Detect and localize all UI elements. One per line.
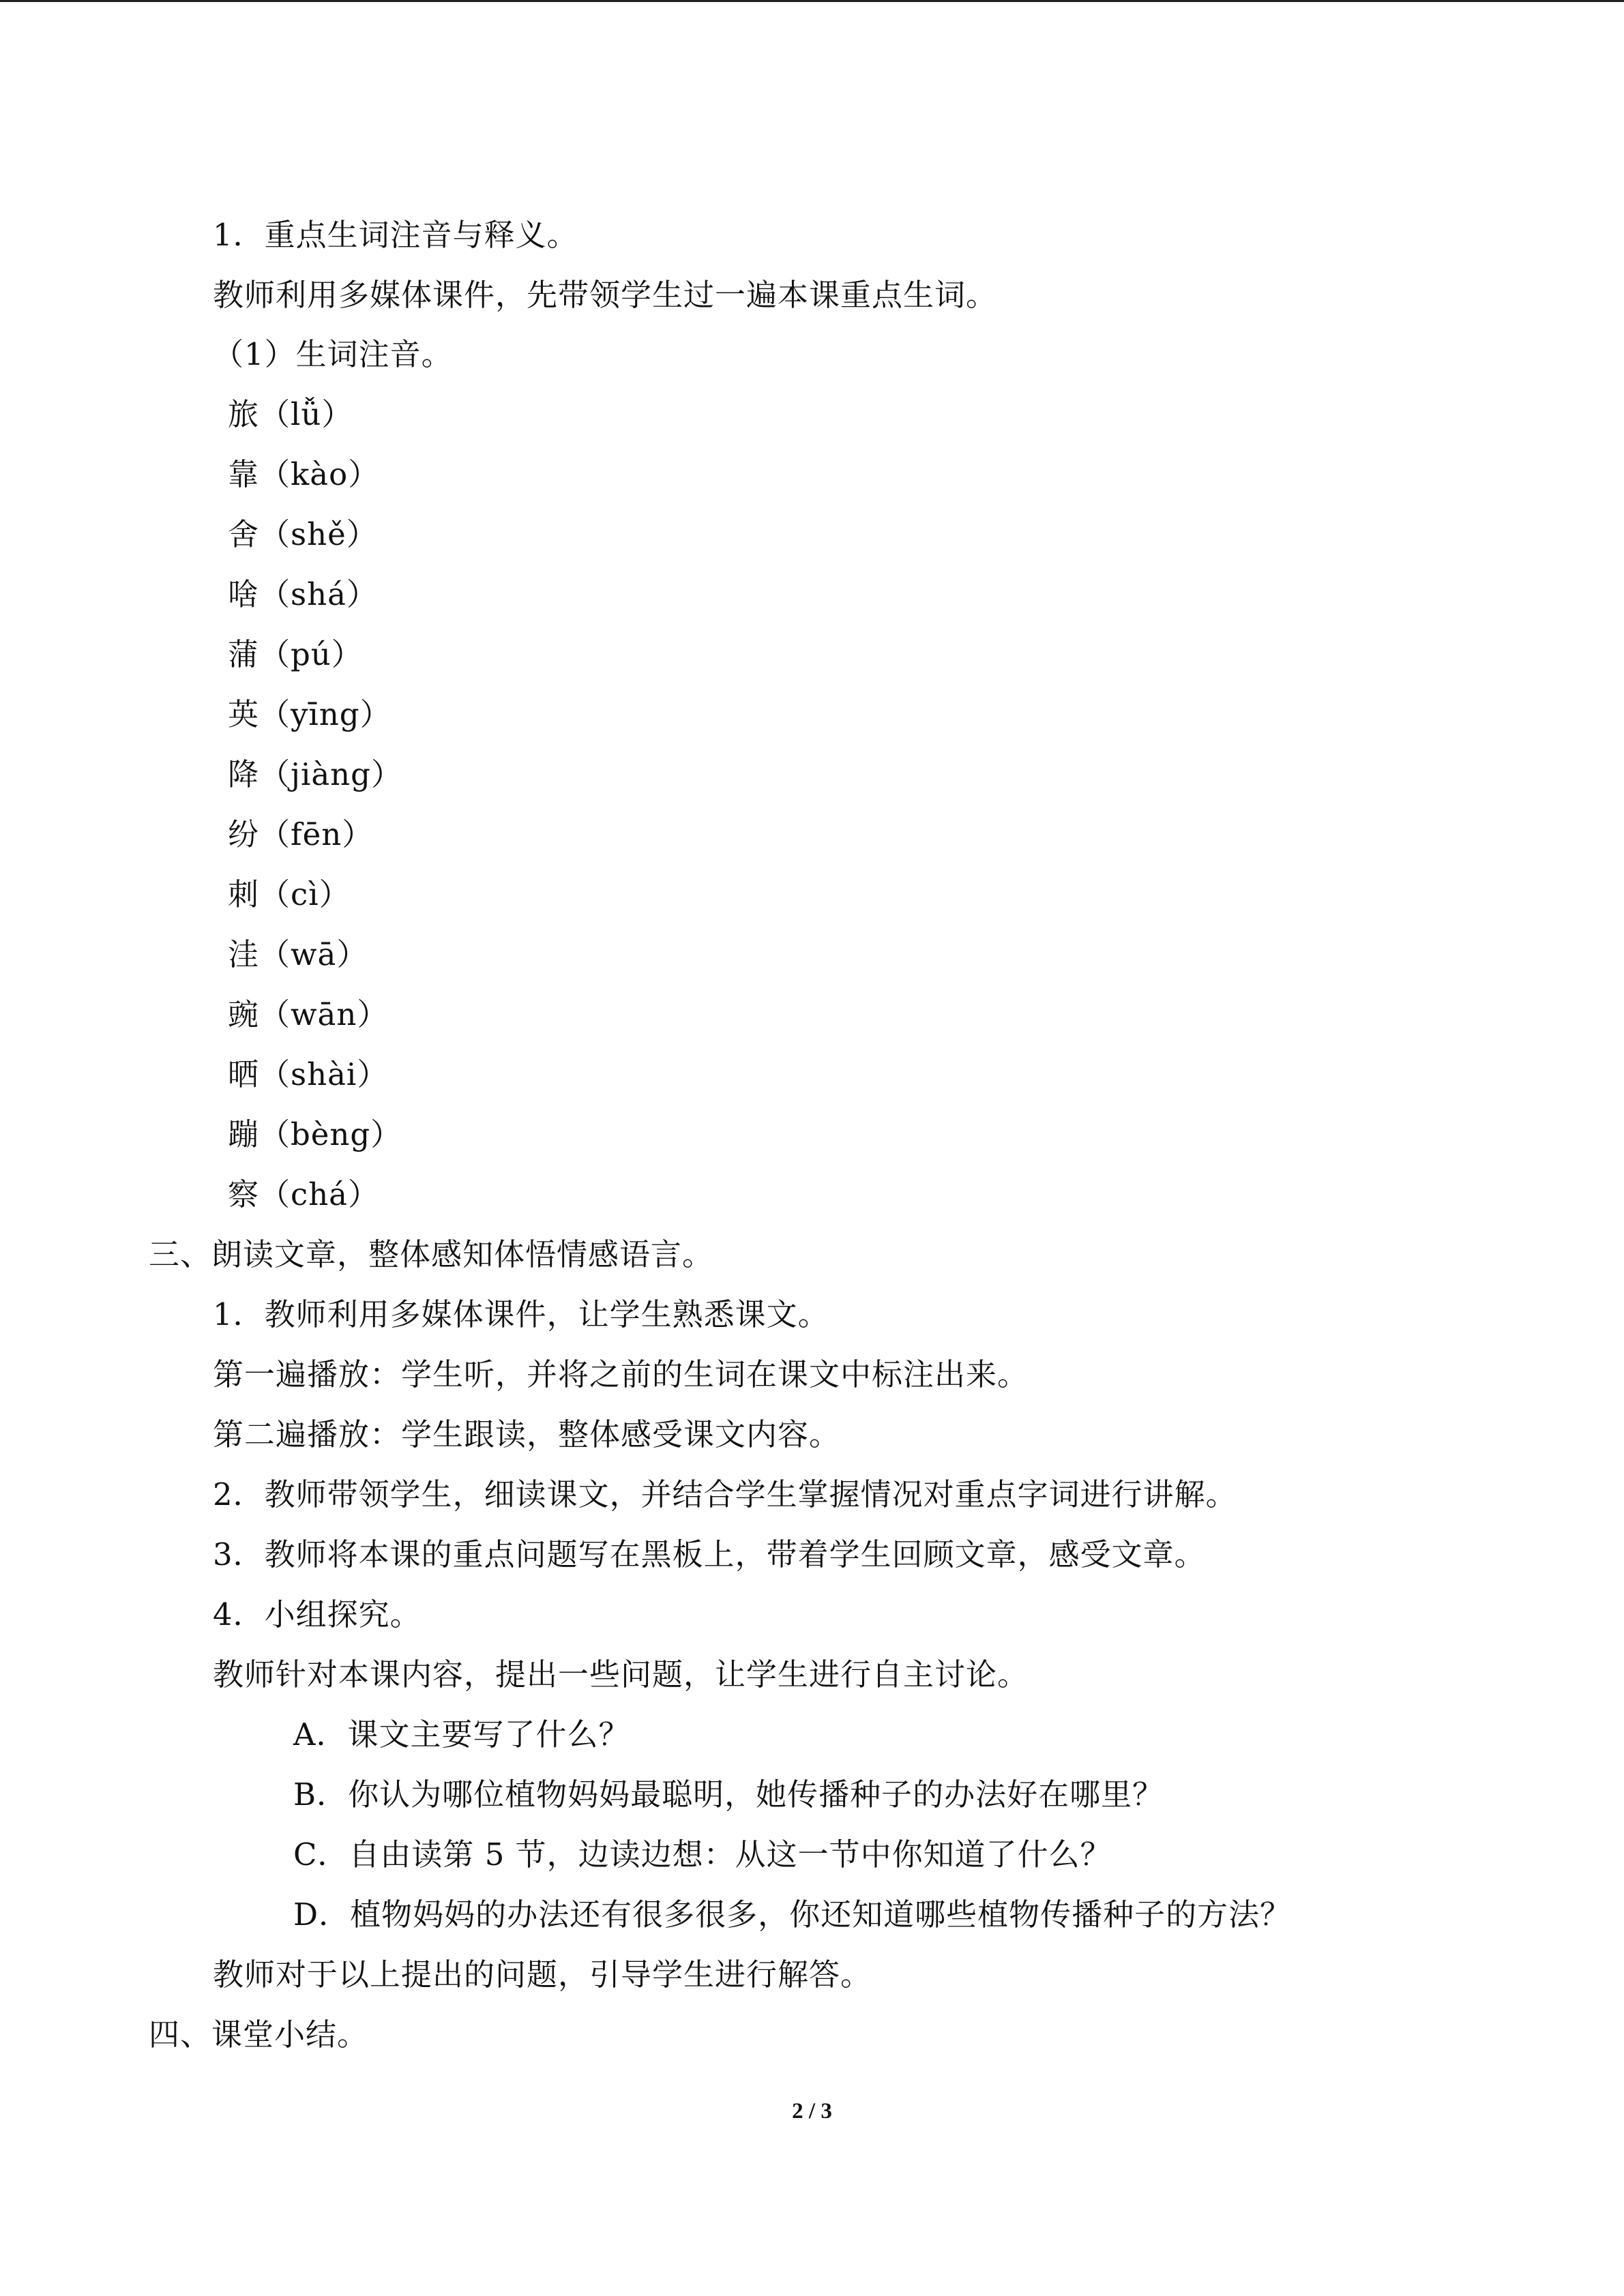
vocab-item: 英（yīng） bbox=[228, 696, 392, 732]
vocab-item: 旅（lǚ） bbox=[228, 396, 353, 432]
play-first: 第一遍播放：学生听，并将之前的生词在课文中标注出来。 bbox=[213, 1356, 1029, 1392]
discussion-intro: 教师针对本课内容，提出一些问题，让学生进行自主讨论。 bbox=[213, 1656, 1029, 1693]
vocab-item: 降（jiàng） bbox=[228, 756, 402, 792]
vocab-item: 蒲（pú） bbox=[228, 636, 363, 672]
section-4-heading: 四、课堂小结。 bbox=[149, 2016, 369, 2053]
vocab-item: 洼（wā） bbox=[228, 936, 368, 972]
vocab-item: 舍（shě） bbox=[228, 516, 378, 552]
step-3: 3．教师将本课的重点问题写在黑板上，带着学生回顾文章，感受文章。 bbox=[213, 1536, 1206, 1572]
vocab-item: 晒（shài） bbox=[228, 1056, 389, 1092]
step-2: 2．教师带领学生，细读课文，并结合学生掌握情况对重点字词进行讲解。 bbox=[213, 1476, 1237, 1512]
vocab-item: 豌（wān） bbox=[228, 996, 389, 1032]
section-3-heading: 三、朗读文章，整体感知体悟情感语言。 bbox=[149, 1236, 714, 1272]
question-item: B．你认为哪位植物妈妈最聪明，她传播种子的办法好在哪里？ bbox=[293, 1776, 1164, 1813]
question-item: C．自由读第 5 节，边读边想：从这一节中你知道了什么？ bbox=[293, 1836, 1112, 1873]
step-1: 1．教师利用多媒体课件，让学生熟悉课文。 bbox=[213, 1296, 829, 1332]
step-4: 4．小组探究。 bbox=[213, 1596, 422, 1632]
guide-paragraph: 教师对于以上提出的问题，引导学生进行解答。 bbox=[213, 1956, 872, 1993]
vocab-item: 蹦（bèng） bbox=[228, 1116, 402, 1152]
vocab-item: 刺（cì） bbox=[228, 876, 351, 912]
page-number: 2 / 3 bbox=[792, 2099, 832, 2123]
vocab-item: 纷（fēn） bbox=[228, 816, 374, 852]
intro-paragraph: 教师利用多媒体课件，先带领学生过一遍本课重点生词。 bbox=[213, 277, 998, 313]
sub-heading-pinyin: （1）生词注音。 bbox=[213, 336, 453, 372]
vocab-item: 察（chá） bbox=[228, 1176, 380, 1212]
vocab-item: 啥（shá） bbox=[228, 576, 378, 612]
play-second: 第二遍播放：学生跟读，整体感受课文内容。 bbox=[213, 1416, 841, 1452]
question-item: A．课文主要写了什么？ bbox=[293, 1716, 630, 1753]
question-item: D．植物妈妈的办法还有很多很多，你还知道哪些植物传播种子的方法？ bbox=[293, 1896, 1292, 1933]
heading-vocab-pronunciation: 1．重点生词注音与释义。 bbox=[213, 217, 578, 253]
vocab-item: 靠（kào） bbox=[228, 456, 380, 492]
